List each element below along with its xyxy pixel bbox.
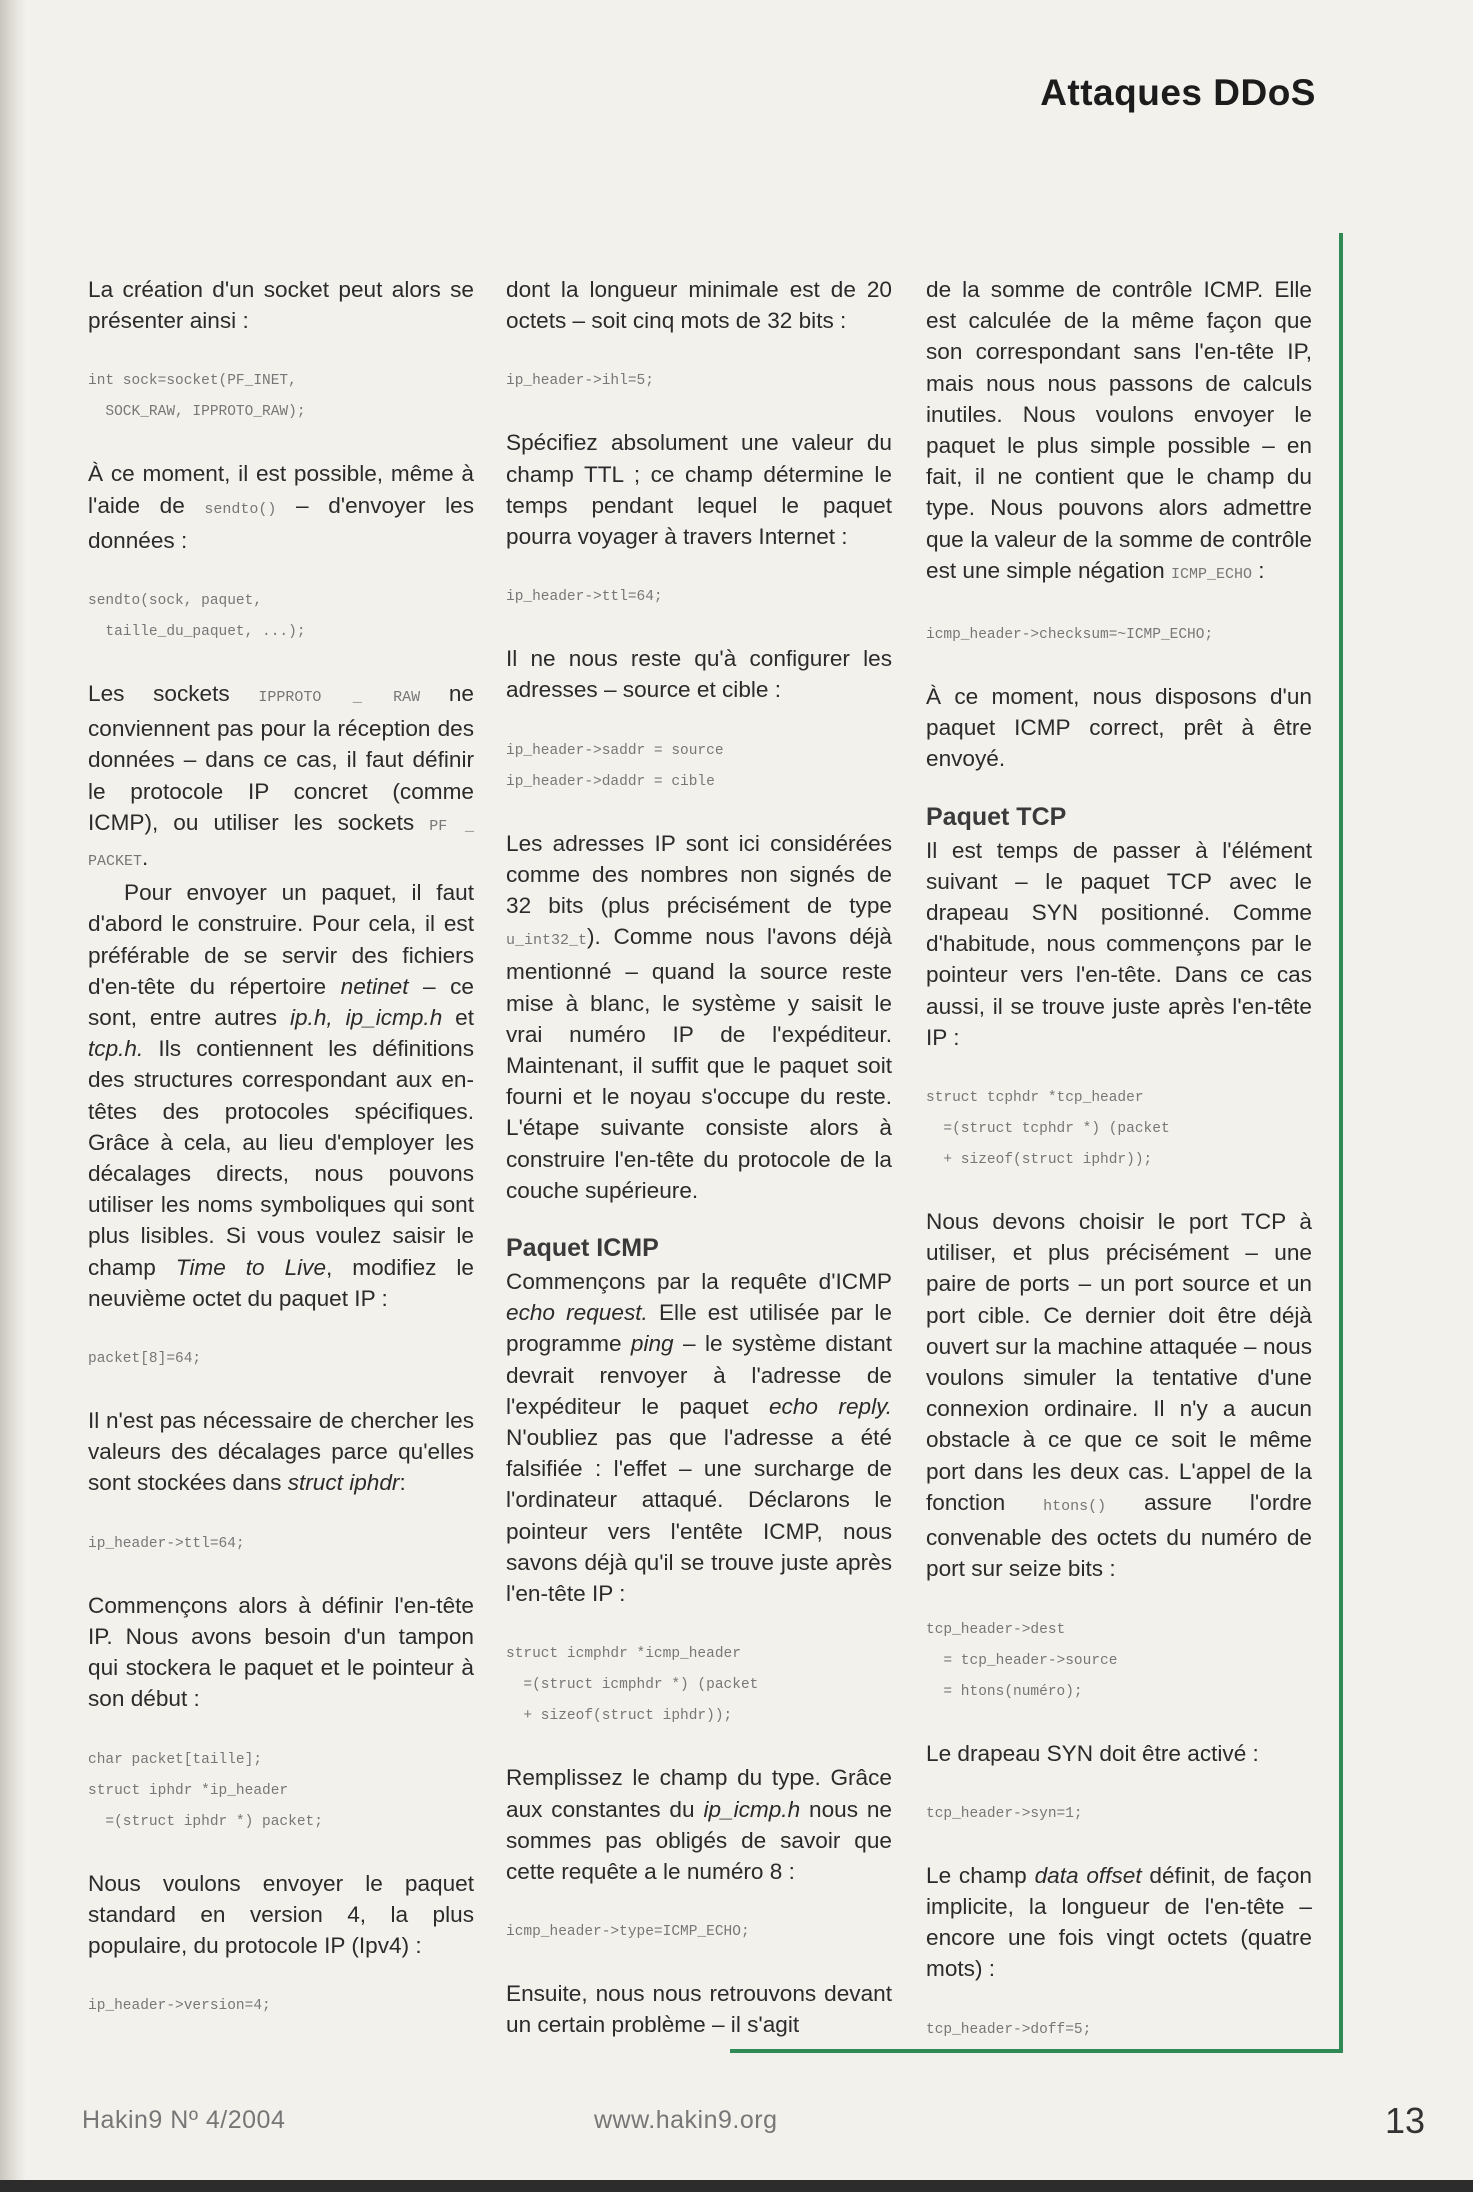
inline-code: PF _ PACKET (88, 817, 474, 871)
code-block: int sock=socket(PF_INET, SOCK_RAW, IPPROTO_RAW); (88, 373, 306, 421)
code-block: tcp_header->doff=5; (926, 2021, 1092, 2038)
section-heading: Paquet ICMP (506, 1234, 659, 1263)
code-block: ip_header->ttl=64; (88, 1535, 245, 1552)
code-block: icmp_header->checksum=~ICMP_ECHO; (926, 627, 1214, 644)
paragraph: Nous devons choisir le port TCP à utiliser, et plus précisément – une paire de ports – un port source et un port cible. Ce dernier doit être déjà ouvert sur la machine attaquée – nous voulons simuler la tentative d'une connexion ordinaire. Il n'y a aucun obstacle à ce que ce soit le même port dans les deux cas. L'appel de la fonction htons() assure l'ordre convenable des octets du numéro de port sur seize bits : (926, 1209, 1312, 1582)
paragraph: Il ne nous reste qu'à configurer les adresses – source et cible : (506, 646, 892, 703)
paragraph: Les sockets IPPROTO _ RAW ne conviennent pas pour la réception des données – dans ce cas, il faut définir le protocole IP concret (comme ICMP), ou utiliser les sockets PF _ PACKET. (88, 681, 474, 871)
inline-code: u_int32_t (506, 932, 588, 950)
code-block: packet[8]=64; (88, 1351, 202, 1368)
paragraph: Le champ data offset définit, de façon implicite, la longueur de l'en-tête – encore une fois vingt octets (quatre mots) : (926, 1862, 1312, 1982)
code-block: tcp_header->syn=1; (926, 1805, 1083, 1822)
code-block: ip_header->version=4; (88, 1998, 271, 2015)
column-2 (506, 274, 892, 2071)
code-block: sendto(sock, paquet, taille_du_paquet, ...); (88, 593, 306, 641)
paragraph: Commençons par la requête d'ICMP echo request. Elle est utilisée par le programme ping – le système distant devrait renvoyer à l'adresse de l'expéditeur le paquet echo reply. N'oubliez pas que l'adresse a été falsifiée : l'effet – une surcharge de l'ordinateur attaqué. Déclarons le pointeur vers l'entête ICMP, nous savons déjà qu'il se trouve juste après l'en-tête IP : (506, 1269, 892, 1607)
inline-code: sendto() (204, 500, 277, 518)
column-1 (88, 274, 474, 2052)
section-heading: Paquet TCP (926, 802, 1067, 831)
paragraph: Remplissez le champ du type. Grâce aux constantes du ip_icmp.h nous ne sommes pas obligés de savoir que cette requête a le numéro 8 : (506, 1765, 892, 1884)
paragraph: Nous voulons envoyer le paquet standard en version 4, la plus populaire, du protocole IP (Ipv4) : (88, 1870, 474, 1958)
code-block: ip_header->ihl=5; (506, 373, 654, 390)
code-block: ip_header->ttl=64; (506, 589, 663, 606)
bottom-edge (0, 2180, 1473, 2192)
paragraph: dont la longueur minimale est de 20 octets – soit cinq mots de 32 bits : (506, 277, 892, 334)
footer-issue: Hakin9 Nº 4/2004 (82, 2106, 286, 2134)
code-block: icmp_header->type=ICMP_ECHO; (506, 1924, 750, 1941)
paragraph: La création d'un socket peut alors se présenter ainsi : (88, 277, 474, 334)
section-title: Attaques DDoS (1040, 72, 1316, 113)
paragraph: Le drapeau SYN doit être activé : (926, 1740, 1259, 1766)
footer-website: www.hakin9.org (594, 2106, 778, 2134)
code-block: ip_header->saddr = source ip_header->daddr = cible (506, 742, 724, 790)
paragraph: Les adresses IP sont ici considérées comme des nombres non signés de 32 bits (plus précisément de type u_int32_t). Comme nous l'avons déjà mentionné – quand la source reste mise à blanc, le système y saisit le vrai numéro IP de l'expéditeur. Maintenant, il suffit que le paquet soit fourni et le noyau s'occupe du reste. L'étape suivante consiste alors à construire l'en-tête du protocole de la couche supérieure. (506, 830, 892, 1203)
paragraph: À ce moment, il est possible, même à l'aide de sendto() – d'envoyer les données : (88, 461, 474, 553)
paragraph: de la somme de contrôle ICMP. Elle est calculée de la même façon que son correspondant sans l'en-tête IP, mais nous nous passons de calculs inutiles. Nous voulons envoyer le paquet le plus simple possible – en fait, il ne contient que le champ du type. Nous pouvons alors admettre que la valeur de la somme de contrôle est une simple négation ICMP_ECHO : (926, 277, 1312, 583)
inline-code: ICMP_ECHO (1170, 565, 1252, 583)
code-block: struct tcphdr *tcp_header =(struct tcphdr *) (packet + sizeof(struct iphdr)); (926, 1090, 1170, 1169)
accent-rule-vertical (1339, 233, 1343, 2053)
paragraph: À ce moment, nous disposons d'un paquet ICMP correct, prêt à être envoyé. (926, 684, 1312, 772)
paragraph: Pour envoyer un paquet, il faut d'abord le construire. Pour cela, il est préférable de se servir des fichiers d'en-tête du répertoire netinet – ce sont, entre autres ip.h, ip_icmp.h et tcp.h. Ils contiennent les définitions des structures correspondant aux en-têtes des protocoles spécifiques. Grâce à cela, au lieu d'employer les décalages directs, nous pouvons utiliser les noms symboliques qui sont plus lisibles. Si vous voulez saisir le champ Time to Live, modifiez le neuvième octet du paquet IP : (88, 880, 475, 1311)
paragraph: Ensuite, nous nous retrouvons devant un certain problème – il s'agit (506, 1981, 892, 2038)
paragraph: Il est temps de passer à l'élément suivant – le paquet TCP avec le drapeau SYN positionné. Comme d'habitude, nous commençons par le pointeur vers l'en-tête. Dans ce cas aussi, il se trouve juste après l'en-tête IP : (926, 837, 1312, 1050)
code-block: struct icmphdr *icmp_header =(struct icmphdr *) (packet + sizeof(struct iphdr)); (506, 1646, 759, 1725)
page-spine-shadow (0, 0, 26, 2192)
paragraph: Spécifiez absolument une valeur du champ TTL ; ce champ détermine le temps pendant lequel le paquet pourra voyager à travers Internet : (506, 430, 892, 550)
paragraph: Commençons alors à définir l'en-tête IP. Nous avons besoin d'un tampon qui stockera le paquet et le pointeur à son début : (88, 1592, 474, 1712)
inline-code: htons() (1043, 1497, 1107, 1515)
paragraph: Il n'est pas nécessaire de chercher les valeurs des décalages parce qu'elles sont stockées dans struct iphdr: (88, 1408, 474, 1496)
column-3 (926, 274, 1312, 2076)
page-number: 13 (1384, 2100, 1425, 2141)
inline-code: IPPROTO _ RAW (258, 689, 421, 707)
code-block: char packet[taille]; struct iphdr *ip_header =(struct iphdr *) packet; (88, 1751, 323, 1830)
code-block: tcp_header->dest = tcp_header->source = htons(numéro); (926, 1621, 1118, 1700)
